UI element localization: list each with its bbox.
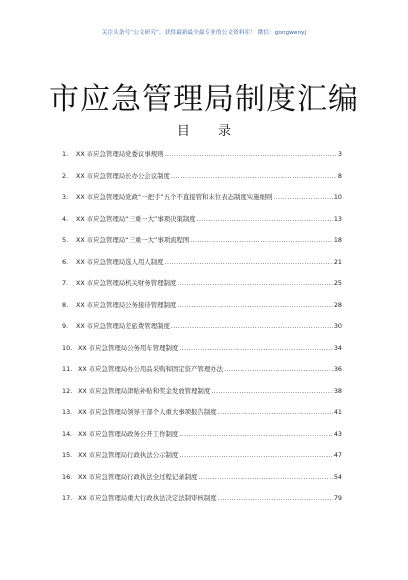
- toc-entry-title: XX 市应急管理局办公用品采购和固定资产管理办法: [78, 365, 223, 373]
- table-of-contents: [62, 150, 342, 516]
- toc-dot-leader: [179, 451, 333, 459]
- toc-heading: 目 录: [176, 124, 244, 139]
- toc-entry-page-number: 30: [333, 322, 342, 330]
- toc-entry-number: 17.: [62, 494, 73, 502]
- toc-entry[interactable]: [62, 258, 342, 280]
- toc-entry-title: XX 市应急管理局选人用人制度: [76, 257, 164, 266]
- toc-entry-title: XX 市应急管理局行政执法公示制度: [78, 451, 179, 459]
- toc-dot-leader: [197, 215, 333, 223]
- toc-entry-page-number: 38: [333, 386, 342, 395]
- toc-dot-leader: [171, 172, 337, 180]
- toc-entry[interactable]: [62, 150, 342, 172]
- toc-entry[interactable]: [62, 322, 342, 344]
- toc-dot-leader: [224, 365, 333, 373]
- toc-dot-leader: [218, 494, 333, 502]
- toc-dot-leader: [177, 301, 333, 309]
- toc-entry-title: XX 市应急管理局政务公开工作制度: [78, 429, 179, 438]
- toc-entry-title: XX 市应急管理局差旅费管理制度: [76, 322, 170, 330]
- toc-entry-page-number: 28: [333, 300, 342, 309]
- toc-entry-title: XX 市应急管理局领导干部个人重大事项报告制度: [78, 408, 217, 416]
- toc-entry-number: 16.: [62, 472, 73, 481]
- toc-entry-title: XX 市应急管理局“三重一大”事项决策制度: [76, 214, 196, 223]
- toc-dot-leader: [164, 150, 336, 158]
- promo-header-line: 关注头条号“公文研究”，获得最新最全最专业的公文资料库！ 微信：gongwenyj: [101, 30, 307, 36]
- toc-entry[interactable]: [62, 193, 342, 215]
- toc-entry-title: XX 市应急管理局长办公会议制度: [76, 171, 170, 180]
- toc-entry-page-number: 79: [333, 494, 342, 502]
- toc-entry[interactable]: [62, 494, 342, 516]
- toc-dot-leader: [218, 408, 333, 416]
- toc-entry[interactable]: [62, 451, 342, 473]
- toc-dot-leader: [273, 193, 333, 201]
- toc-entry-page-number: 36: [333, 365, 342, 373]
- toc-entry-page-number: 54: [333, 472, 342, 481]
- toc-entry-title: XX 市应急管理局党委议事规则: [76, 150, 164, 158]
- toc-entry[interactable]: [62, 365, 342, 387]
- toc-entry-number: 9.: [62, 322, 69, 330]
- toc-entry-number: 10.: [62, 343, 73, 352]
- toc-entry-page-number: 41: [333, 408, 342, 416]
- toc-entry[interactable]: [62, 215, 342, 237]
- toc-entry-title: XX 市应急管理局津贴补贴和奖金发放管理制度: [78, 386, 211, 395]
- toc-entry-page-number: 47: [333, 451, 342, 459]
- toc-entry-title: XX 市应急管理局“三重一大”事项流程图: [76, 236, 190, 244]
- toc-entry-number: 12.: [62, 386, 73, 395]
- toc-entry-number: 14.: [62, 429, 73, 438]
- toc-entry-number: 6.: [62, 257, 69, 266]
- document-title: 市应急管理局制度汇编: [49, 82, 359, 117]
- toc-dot-leader: [198, 473, 332, 481]
- toc-entry-title: XX 市应急管理局机关财务管理制度: [76, 279, 177, 287]
- toc-entry[interactable]: [62, 387, 342, 409]
- toc-dot-leader: [179, 430, 333, 438]
- toc-entry[interactable]: [62, 473, 342, 495]
- toc-entry-title: XX 市应急管理局重大行政执法决定法制审核制度: [78, 494, 217, 502]
- toc-entry-number: 11.: [62, 365, 73, 373]
- toc-entry-page-number: 43: [333, 429, 342, 438]
- toc-entry[interactable]: [62, 172, 342, 194]
- toc-entry[interactable]: [62, 236, 342, 258]
- toc-entry-number: 1.: [62, 150, 69, 158]
- toc-entry-page-number: 8: [337, 171, 342, 180]
- toc-entry-number: 2.: [62, 171, 69, 180]
- toc-entry-title: XX 市应急管理局党政“一把手”五个不直接管和末位表态制度实施细则: [76, 193, 273, 201]
- toc-dot-leader: [179, 344, 333, 352]
- toc-entry[interactable]: [62, 430, 342, 452]
- toc-dot-leader: [164, 258, 332, 266]
- toc-entry-number: 5.: [62, 236, 69, 244]
- toc-entry-title: XX 市应急管理局公务用车管理制度: [78, 343, 179, 352]
- toc-entry-number: 15.: [62, 451, 73, 459]
- toc-entry-number: 8.: [62, 300, 69, 309]
- toc-dot-leader: [190, 236, 333, 244]
- toc-entry-number: 7.: [62, 279, 69, 287]
- toc-entry-page-number: 25: [333, 279, 342, 287]
- toc-entry-number: 13.: [62, 408, 73, 416]
- toc-dot-leader: [177, 279, 333, 287]
- toc-entry-number: 4.: [62, 214, 69, 223]
- toc-entry-page-number: 13: [333, 214, 342, 223]
- toc-entry-title: XX 市应急管理局公务接待管理制度: [76, 300, 177, 309]
- toc-entry-number: 3.: [62, 193, 69, 201]
- toc-entry-page-number: 3: [337, 150, 342, 158]
- toc-dot-leader: [211, 387, 333, 395]
- toc-entry[interactable]: [62, 344, 342, 366]
- toc-entry-title: XX 市应急管理局行政执法全过程记录制度: [78, 472, 198, 481]
- toc-entry[interactable]: [62, 279, 342, 301]
- toc-entry[interactable]: [62, 301, 342, 323]
- toc-entry-page-number: 10: [333, 193, 342, 201]
- toc-dot-leader: [171, 322, 333, 330]
- toc-entry-page-number: 18: [333, 236, 342, 244]
- toc-entry-page-number: 21: [333, 257, 342, 266]
- toc-entry-page-number: 34: [333, 343, 342, 352]
- toc-entry[interactable]: [62, 408, 342, 430]
